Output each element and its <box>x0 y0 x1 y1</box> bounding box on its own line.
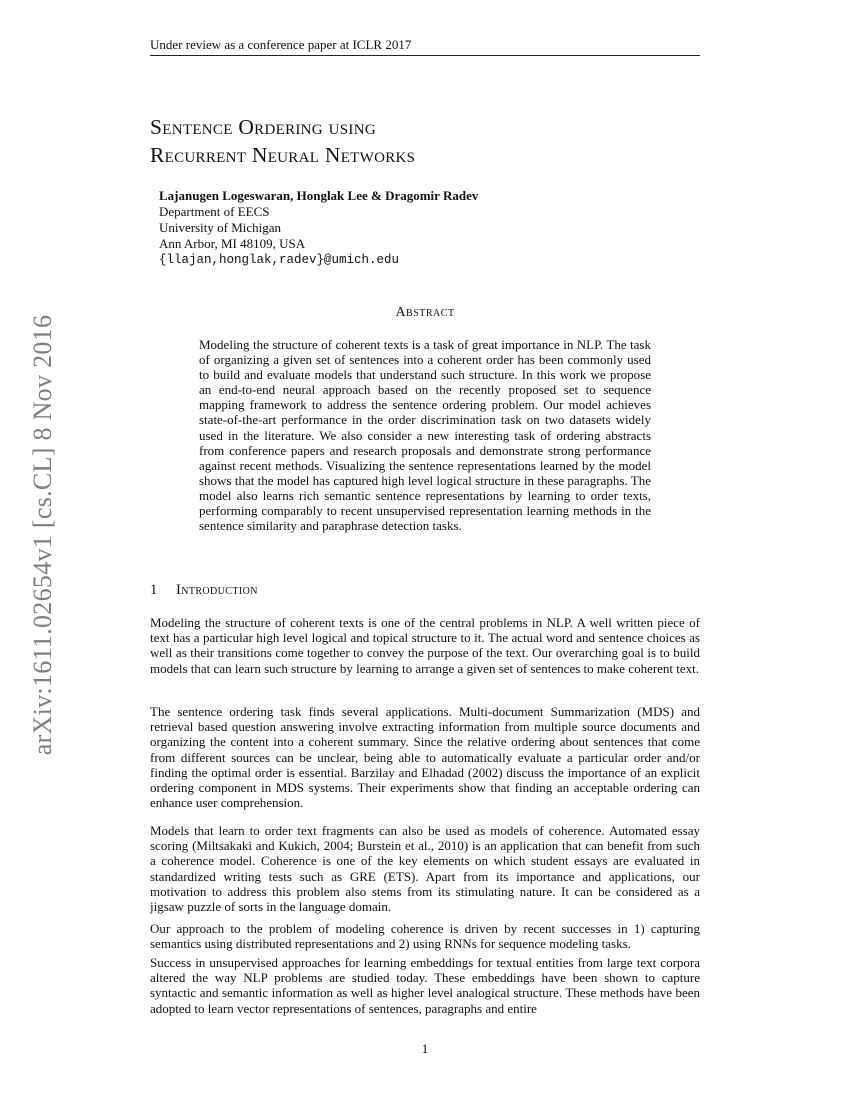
running-header: Under review as a conference paper at ICLR 2017 <box>150 37 412 52</box>
intro-paragraph-1: Modeling the structure of coherent texts is one of the central problems in NLP. A well written piece of text has a particular high level logical and topical structure to it. The actual word and sentence choices as well as their transitions come together to convey the purpose of the text. Our overarching goal is to build models that can learn such structure by learning to arrange a given set of sentences to make coherent text. <box>150 615 700 676</box>
author-university: University of Michigan <box>159 220 282 235</box>
arxiv-margin-stamp: arXiv:1611.02654v1 [cs.CL] 8 Nov 2016 <box>28 314 57 756</box>
author-names: Lajanugen Logeswaran, Honglak Lee & Dragomir Radev <box>159 188 479 203</box>
title-line-1: Sentence Ordering using <box>150 115 376 139</box>
paper-title <box>150 113 710 169</box>
author-address: Ann Arbor, MI 48109, USA <box>159 236 306 251</box>
section-heading-introduction <box>150 582 700 599</box>
author-block <box>159 188 659 268</box>
title-line-2: Recurrent Neural Networks <box>150 143 416 167</box>
abstract-heading: Abstract <box>395 305 455 320</box>
section-number: 1 <box>150 582 158 598</box>
header-rule <box>150 55 700 56</box>
author-department: Department of EECS <box>159 204 270 219</box>
page-number: 1 <box>421 1041 429 1056</box>
intro-paragraph-5: Success in unsupervised approaches for learning embeddings for textual entities from large text corpora altered the way NLP problems are studied today. These embeddings have been shown to capture syntactic and semantic information as well as higher level analogical structure. These methods have been adopted to learn vector representations of sentences, paragraphs and entire <box>150 955 700 1016</box>
author-email: {llajan,honglak,radev}@umich.edu <box>159 253 400 267</box>
intro-paragraph-3: Models that learn to order text fragments can also be used as models of coherence. Automated essay scoring (Miltsakaki and Kukich, 2004; Burstein et al., 2010) is an application that can benefit from such a coherence model. Coherence is one of the key elements on which student essays are evaluated in standardized writing tests such as GRE (ETS). Apart from its importance and applications, our motivation to address this problem also stems from its stimulating nature. It can be considered as a jigsaw puzzle of sorts in the language domain. <box>150 823 700 915</box>
intro-paragraph-2: The sentence ordering task finds several applications. Multi-document Summarization (MDS) and retrieval based question answering involve extracting information from multiple source documents and organizing the content into a coherent summary. Since the relative ordering about sentences that come from different sources can be unclear, being able to automatically evaluate a particular order and/or finding the optimal order is essential. Barzilay and Elhadad (2002) discuss the importance of an explicit ordering component in MDS systems. Their experiments show that finding an acceptable ordering can enhance user comprehension. <box>150 704 700 811</box>
abstract-text: Modeling the structure of coherent texts is a task of great importance in NLP. The task of organizing a given set of sentences into a coherent order has been commonly used to build and evaluate models that understand such structure. In this work we propose an end-to-end neural approach based on the recently proposed set to sequence mapping framework to address the sentence ordering problem. Our model achieves state-of-the-art performance in the order discrimination task on two datasets widely used in the literature. We also consider a new interesting task of ordering abstracts from conference papers and research proposals and demonstrate strong performance against recent methods. Visualizing the sentence representations learned by the model shows that the model has captured high level logical structure in these paragraphs. The model also learns rich semantic sentence representations by learning to order texts, performing comparably to recent unsupervised representation learning methods in the sentence similarity and paraphrase detection tasks. <box>199 337 651 534</box>
section-title: Introduction <box>176 582 258 598</box>
intro-paragraph-4: Our approach to the problem of modeling coherence is driven by recent successes in 1) capturing semantics using distributed representations and 2) using RNNs for sequence modeling tasks. <box>150 921 700 952</box>
